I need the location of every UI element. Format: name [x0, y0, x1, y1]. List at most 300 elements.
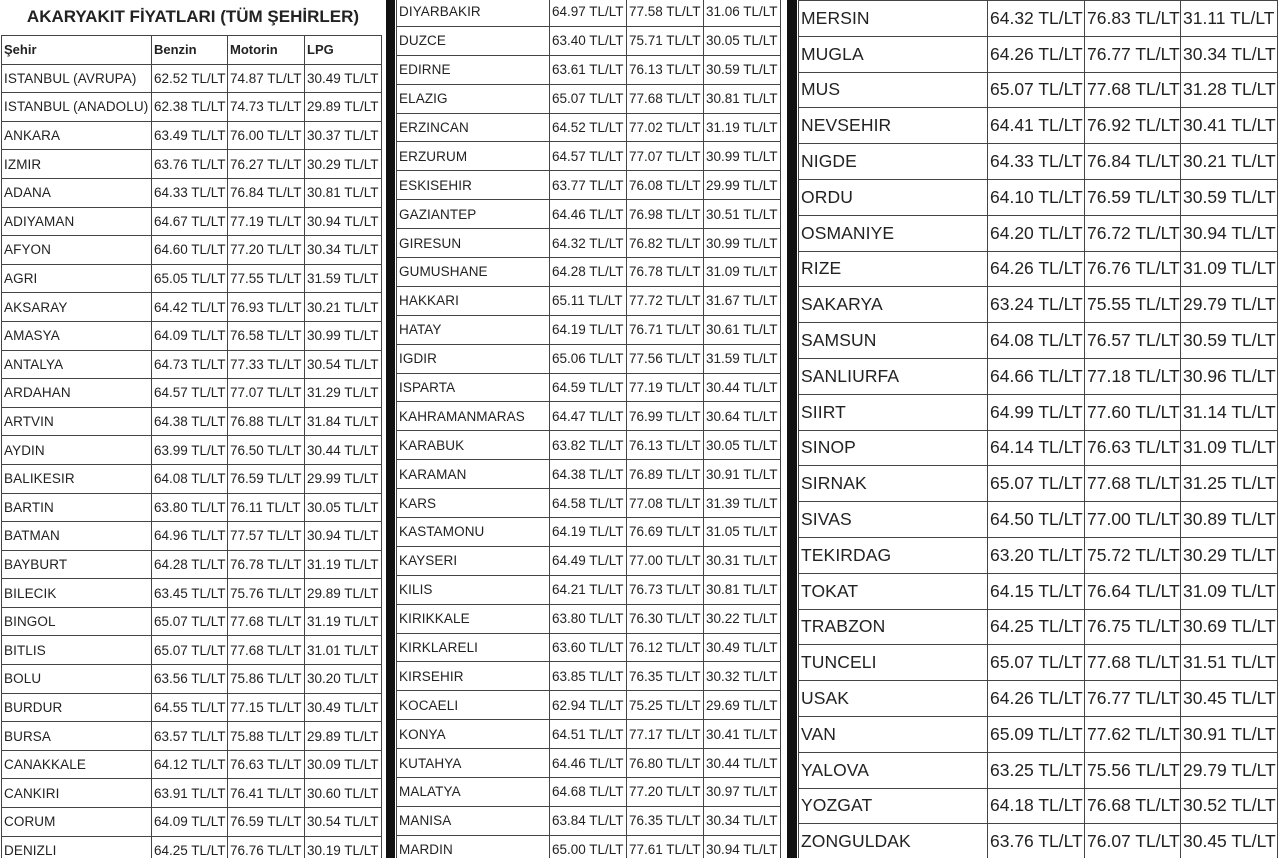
table-row: [397, 835, 781, 858]
city-cell: GIRESUN: [397, 229, 550, 258]
lpg-cell: 30.45 TL/LT: [1181, 681, 1278, 717]
benzin-cell: 64.66 TL/LT: [988, 358, 1085, 394]
motorin-cell: 77.19 TL/LT: [627, 373, 704, 402]
lpg-cell: 30.81 TL/LT: [704, 575, 781, 604]
city-cell: GAZIANTEP: [397, 200, 550, 229]
benzin-cell: 64.09 TL/LT: [152, 321, 228, 350]
lpg-cell: 30.54 TL/LT: [305, 350, 382, 379]
table-row: [397, 633, 781, 662]
table-row: [397, 691, 781, 720]
city-cell: BAYBURT: [2, 550, 152, 579]
table-row: [799, 824, 1278, 858]
city-cell: ORDU: [799, 179, 988, 215]
motorin-cell: 77.68 TL/LT: [228, 607, 305, 636]
lpg-cell: 29.69 TL/LT: [704, 691, 781, 720]
city-cell: ESKISEHIR: [397, 171, 550, 200]
city-cell: CANAKKALE: [2, 750, 152, 779]
motorin-cell: 76.50 TL/LT: [228, 436, 305, 465]
benzin-cell: 63.57 TL/LT: [152, 722, 228, 751]
lpg-cell: 31.14 TL/LT: [1181, 394, 1278, 430]
motorin-cell: 74.87 TL/LT: [228, 64, 305, 93]
table-row: [2, 121, 382, 150]
price-table-2: [396, 0, 781, 858]
city-cell: AKSARAY: [2, 293, 152, 322]
city-cell: SAKARYA: [799, 287, 988, 323]
city-cell: TOKAT: [799, 573, 988, 609]
table-row: [2, 836, 382, 858]
city-cell: KIRIKKALE: [397, 604, 550, 633]
lpg-cell: 31.51 TL/LT: [1181, 645, 1278, 681]
benzin-cell: 65.07 TL/LT: [152, 607, 228, 636]
motorin-cell: 77.72 TL/LT: [627, 286, 704, 315]
benzin-cell: 65.00 TL/LT: [550, 835, 627, 858]
city-cell: TEKIRDAG: [799, 537, 988, 573]
motorin-cell: 75.71 TL/LT: [627, 26, 704, 55]
motorin-cell: 76.59 TL/LT: [228, 464, 305, 493]
table-row: [397, 55, 781, 84]
city-cell: BURSA: [2, 722, 152, 751]
table-row: [2, 665, 382, 694]
motorin-cell: 76.35 TL/LT: [627, 662, 704, 691]
benzin-cell: 64.12 TL/LT: [152, 750, 228, 779]
city-cell: KOCAELI: [397, 691, 550, 720]
motorin-cell: 76.98 TL/LT: [627, 200, 704, 229]
city-cell: AYDIN: [2, 436, 152, 465]
benzin-cell: 63.76 TL/LT: [152, 150, 228, 179]
lpg-cell: 30.59 TL/LT: [1181, 323, 1278, 359]
motorin-cell: 76.63 TL/LT: [228, 750, 305, 779]
lpg-cell: 29.79 TL/LT: [1181, 752, 1278, 788]
table-row: [397, 604, 781, 633]
benzin-cell: 63.99 TL/LT: [152, 436, 228, 465]
lpg-cell: 30.34 TL/LT: [704, 806, 781, 835]
motorin-cell: 76.78 TL/LT: [627, 258, 704, 287]
city-cell: HATAY: [397, 315, 550, 344]
city-cell: MUS: [799, 72, 988, 108]
lpg-cell: 31.67 TL/LT: [704, 286, 781, 315]
city-cell: MERSIN: [799, 1, 988, 37]
lpg-cell: 30.97 TL/LT: [704, 778, 781, 807]
benzin-cell: 64.33 TL/LT: [988, 144, 1085, 180]
table-row: [2, 750, 382, 779]
lpg-cell: 29.89 TL/LT: [305, 93, 382, 122]
benzin-cell: 64.19 TL/LT: [550, 315, 627, 344]
table-row: [2, 436, 382, 465]
lpg-cell: 31.01 TL/LT: [305, 636, 382, 665]
header-motorin: Motorin: [228, 36, 305, 65]
motorin-cell: 75.55 TL/LT: [1085, 287, 1181, 323]
lpg-cell: 31.19 TL/LT: [305, 550, 382, 579]
benzin-cell: 64.19 TL/LT: [550, 518, 627, 547]
motorin-cell: 77.62 TL/LT: [1085, 716, 1181, 752]
table-row: [2, 550, 382, 579]
city-cell: MARDIN: [397, 835, 550, 858]
benzin-cell: 64.26 TL/LT: [988, 681, 1085, 717]
city-cell: YALOVA: [799, 752, 988, 788]
benzin-cell: 64.55 TL/LT: [152, 693, 228, 722]
benzin-cell: 63.56 TL/LT: [152, 665, 228, 694]
table-row: [799, 716, 1278, 752]
benzin-cell: 64.14 TL/LT: [988, 430, 1085, 466]
benzin-cell: 64.42 TL/LT: [152, 293, 228, 322]
table-row: [2, 321, 382, 350]
city-cell: KAHRAMANMARAS: [397, 402, 550, 431]
table-row: [397, 806, 781, 835]
table-row: [799, 287, 1278, 323]
motorin-cell: 77.55 TL/LT: [228, 264, 305, 293]
benzin-cell: 65.07 TL/LT: [988, 645, 1085, 681]
table-row: [2, 636, 382, 665]
motorin-cell: 76.78 TL/LT: [228, 550, 305, 579]
benzin-cell: 64.20 TL/LT: [988, 215, 1085, 251]
lpg-cell: 31.09 TL/LT: [1181, 573, 1278, 609]
city-cell: ISTANBUL (ANADOLU): [2, 93, 152, 122]
lpg-cell: 30.44 TL/LT: [704, 373, 781, 402]
lpg-cell: 29.79 TL/LT: [1181, 287, 1278, 323]
city-cell: BURDUR: [2, 693, 152, 722]
benzin-cell: 63.40 TL/LT: [550, 26, 627, 55]
lpg-cell: 30.49 TL/LT: [305, 693, 382, 722]
table-row: [397, 431, 781, 460]
benzin-cell: 65.09 TL/LT: [988, 716, 1085, 752]
city-cell: SIRNAK: [799, 466, 988, 502]
benzin-cell: 64.26 TL/LT: [988, 251, 1085, 287]
city-cell: DENIZLI: [2, 836, 152, 858]
city-cell: SANLIURFA: [799, 358, 988, 394]
lpg-cell: 31.25 TL/LT: [1181, 466, 1278, 502]
lpg-cell: 31.11 TL/LT: [1181, 1, 1278, 37]
city-cell: ERZURUM: [397, 142, 550, 171]
lpg-cell: 31.09 TL/LT: [704, 258, 781, 287]
lpg-cell: 31.05 TL/LT: [704, 518, 781, 547]
benzin-cell: 64.46 TL/LT: [550, 200, 627, 229]
motorin-cell: 76.59 TL/LT: [1085, 179, 1181, 215]
benzin-cell: 63.24 TL/LT: [988, 287, 1085, 323]
motorin-cell: 75.86 TL/LT: [228, 665, 305, 694]
lpg-cell: 30.44 TL/LT: [305, 436, 382, 465]
motorin-cell: 77.68 TL/LT: [1085, 466, 1181, 502]
table-row: [397, 749, 781, 778]
motorin-cell: 77.08 TL/LT: [627, 489, 704, 518]
lpg-cell: 30.49 TL/LT: [704, 633, 781, 662]
motorin-cell: 77.18 TL/LT: [1085, 358, 1181, 394]
benzin-cell: 64.28 TL/LT: [550, 258, 627, 287]
motorin-cell: 76.72 TL/LT: [1085, 215, 1181, 251]
benzin-cell: 64.99 TL/LT: [988, 394, 1085, 430]
benzin-cell: 62.52 TL/LT: [152, 64, 228, 93]
city-cell: MUGLA: [799, 36, 988, 72]
lpg-cell: 31.28 TL/LT: [1181, 72, 1278, 108]
table-body-2: [397, 0, 781, 858]
city-cell: KIRSEHIR: [397, 662, 550, 691]
motorin-cell: 76.58 TL/LT: [228, 321, 305, 350]
city-cell: MANISA: [397, 806, 550, 835]
motorin-cell: 77.58 TL/LT: [627, 0, 704, 26]
motorin-cell: 76.07 TL/LT: [1085, 824, 1181, 858]
city-cell: KIRKLARELI: [397, 633, 550, 662]
city-cell: KUTAHYA: [397, 749, 550, 778]
lpg-cell: 30.91 TL/LT: [1181, 716, 1278, 752]
table-row: [397, 778, 781, 807]
benzin-cell: 64.49 TL/LT: [550, 546, 627, 575]
motorin-cell: 77.68 TL/LT: [1085, 645, 1181, 681]
lpg-cell: 30.22 TL/LT: [704, 604, 781, 633]
lpg-cell: 30.19 TL/LT: [305, 836, 382, 858]
lpg-cell: 30.29 TL/LT: [1181, 537, 1278, 573]
lpg-cell: 30.31 TL/LT: [704, 546, 781, 575]
motorin-cell: 76.77 TL/LT: [1085, 36, 1181, 72]
city-cell: AMASYA: [2, 321, 152, 350]
table-row: [799, 1, 1278, 37]
benzin-cell: 65.07 TL/LT: [988, 72, 1085, 108]
motorin-cell: 76.89 TL/LT: [627, 460, 704, 489]
benzin-cell: 63.60 TL/LT: [550, 633, 627, 662]
table-row: [397, 460, 781, 489]
table-row: [397, 113, 781, 142]
city-cell: ADIYAMAN: [2, 207, 152, 236]
lpg-cell: 30.21 TL/LT: [305, 293, 382, 322]
lpg-cell: 30.89 TL/LT: [1181, 502, 1278, 538]
city-cell: BINGOL: [2, 607, 152, 636]
table-row: [397, 344, 781, 373]
motorin-cell: 76.13 TL/LT: [627, 431, 704, 460]
benzin-cell: 64.08 TL/LT: [152, 464, 228, 493]
benzin-cell: 65.07 TL/LT: [988, 466, 1085, 502]
motorin-cell: 77.20 TL/LT: [228, 236, 305, 265]
table-row: [2, 150, 382, 179]
lpg-cell: 30.37 TL/LT: [305, 121, 382, 150]
table-row: [397, 662, 781, 691]
price-panel-3: [797, 0, 1280, 858]
city-cell: GUMUSHANE: [397, 258, 550, 287]
motorin-cell: 75.56 TL/LT: [1085, 752, 1181, 788]
motorin-cell: 76.77 TL/LT: [1085, 681, 1181, 717]
motorin-cell: 76.84 TL/LT: [1085, 144, 1181, 180]
lpg-cell: 30.41 TL/LT: [1181, 108, 1278, 144]
benzin-cell: 63.91 TL/LT: [152, 779, 228, 808]
benzin-cell: 64.58 TL/LT: [550, 489, 627, 518]
table-row: [397, 575, 781, 604]
lpg-cell: 30.05 TL/LT: [704, 26, 781, 55]
lpg-cell: 31.29 TL/LT: [305, 379, 382, 408]
motorin-cell: 76.11 TL/LT: [228, 493, 305, 522]
motorin-cell: 75.88 TL/LT: [228, 722, 305, 751]
city-cell: YOZGAT: [799, 788, 988, 824]
city-cell: BITLIS: [2, 636, 152, 665]
benzin-cell: 64.46 TL/LT: [550, 749, 627, 778]
table-row: [397, 315, 781, 344]
lpg-cell: 31.59 TL/LT: [305, 264, 382, 293]
city-cell: TUNCELI: [799, 645, 988, 681]
lpg-cell: 30.49 TL/LT: [305, 64, 382, 93]
benzin-cell: 62.38 TL/LT: [152, 93, 228, 122]
lpg-cell: 30.59 TL/LT: [1181, 179, 1278, 215]
motorin-cell: 76.99 TL/LT: [627, 402, 704, 431]
lpg-cell: 31.84 TL/LT: [305, 407, 382, 436]
benzin-cell: 64.38 TL/LT: [152, 407, 228, 436]
lpg-cell: 29.99 TL/LT: [305, 464, 382, 493]
benzin-cell: 65.07 TL/LT: [152, 636, 228, 665]
city-cell: ANKARA: [2, 121, 152, 150]
table-row: [2, 722, 382, 751]
motorin-cell: 76.63 TL/LT: [1085, 430, 1181, 466]
city-cell: HAKKARI: [397, 286, 550, 315]
motorin-cell: 76.80 TL/LT: [627, 749, 704, 778]
city-cell: KILIS: [397, 575, 550, 604]
lpg-cell: 30.45 TL/LT: [1181, 824, 1278, 858]
benzin-cell: 64.25 TL/LT: [988, 609, 1085, 645]
lpg-cell: 30.09 TL/LT: [305, 750, 382, 779]
benzin-cell: 64.32 TL/LT: [988, 1, 1085, 37]
benzin-cell: 64.68 TL/LT: [550, 778, 627, 807]
lpg-cell: 30.64 TL/LT: [704, 402, 781, 431]
city-cell: ARTVIN: [2, 407, 152, 436]
city-cell: ISPARTA: [397, 373, 550, 402]
table-row: [397, 26, 781, 55]
motorin-cell: 75.72 TL/LT: [1085, 537, 1181, 573]
lpg-cell: 29.89 TL/LT: [305, 579, 382, 608]
price-table-1: [1, 35, 382, 858]
lpg-cell: 30.05 TL/LT: [704, 431, 781, 460]
motorin-cell: 76.73 TL/LT: [627, 575, 704, 604]
table-row: [397, 518, 781, 547]
lpg-cell: 29.99 TL/LT: [704, 171, 781, 200]
motorin-cell: 77.20 TL/LT: [627, 778, 704, 807]
lpg-cell: 30.69 TL/LT: [1181, 609, 1278, 645]
header-lpg: LPG: [305, 36, 382, 65]
benzin-cell: 63.80 TL/LT: [152, 493, 228, 522]
benzin-cell: 64.32 TL/LT: [550, 229, 627, 258]
lpg-cell: 30.94 TL/LT: [305, 522, 382, 551]
lpg-cell: 30.34 TL/LT: [1181, 36, 1278, 72]
table-row: [2, 178, 382, 207]
city-cell: SIIRT: [799, 394, 988, 430]
benzin-cell: 64.51 TL/LT: [550, 720, 627, 749]
table-row: [2, 607, 382, 636]
city-cell: DUZCE: [397, 26, 550, 55]
city-cell: BARTIN: [2, 493, 152, 522]
motorin-cell: 77.17 TL/LT: [627, 720, 704, 749]
benzin-cell: 64.41 TL/LT: [988, 108, 1085, 144]
table-row: [2, 236, 382, 265]
table-row: [799, 466, 1278, 502]
benzin-cell: 64.57 TL/LT: [550, 142, 627, 171]
table-row: [2, 264, 382, 293]
table-row: [799, 752, 1278, 788]
motorin-cell: 77.56 TL/LT: [627, 344, 704, 373]
city-cell: DIYARBAKIR: [397, 0, 550, 26]
table-row: [397, 200, 781, 229]
lpg-cell: 30.94 TL/LT: [704, 835, 781, 858]
table-row: [397, 402, 781, 431]
benzin-cell: 65.06 TL/LT: [550, 344, 627, 373]
table-row: [397, 142, 781, 171]
benzin-cell: 64.28 TL/LT: [152, 550, 228, 579]
benzin-cell: 64.67 TL/LT: [152, 207, 228, 236]
benzin-cell: 64.21 TL/LT: [550, 575, 627, 604]
city-cell: ANTALYA: [2, 350, 152, 379]
table-row: [2, 350, 382, 379]
table-row: [799, 72, 1278, 108]
motorin-cell: 77.15 TL/LT: [228, 693, 305, 722]
motorin-cell: 77.02 TL/LT: [627, 113, 704, 142]
lpg-cell: 30.99 TL/LT: [305, 321, 382, 350]
table-body-1: [2, 64, 382, 858]
lpg-cell: 30.94 TL/LT: [1181, 215, 1278, 251]
city-cell: VAN: [799, 716, 988, 752]
motorin-cell: 76.08 TL/LT: [627, 171, 704, 200]
table-row: [397, 489, 781, 518]
motorin-cell: 76.88 TL/LT: [228, 407, 305, 436]
motorin-cell: 76.57 TL/LT: [1085, 323, 1181, 359]
lpg-cell: 31.09 TL/LT: [1181, 251, 1278, 287]
benzin-cell: 64.60 TL/LT: [152, 236, 228, 265]
benzin-cell: 64.25 TL/LT: [152, 836, 228, 858]
city-cell: CORUM: [2, 808, 152, 837]
benzin-cell: 63.76 TL/LT: [988, 824, 1085, 858]
table-row: [799, 358, 1278, 394]
benzin-cell: 64.10 TL/LT: [988, 179, 1085, 215]
table-row: [397, 0, 781, 26]
benzin-cell: 64.38 TL/LT: [550, 460, 627, 489]
price-table-3: [798, 0, 1278, 858]
table-row: [799, 36, 1278, 72]
benzin-cell: 64.15 TL/LT: [988, 573, 1085, 609]
lpg-cell: 30.29 TL/LT: [305, 150, 382, 179]
city-cell: EDIRNE: [397, 55, 550, 84]
benzin-cell: 65.05 TL/LT: [152, 264, 228, 293]
motorin-cell: 75.25 TL/LT: [627, 691, 704, 720]
motorin-cell: 76.12 TL/LT: [627, 633, 704, 662]
table-row: [2, 293, 382, 322]
lpg-cell: 30.05 TL/LT: [305, 493, 382, 522]
table-row: [799, 681, 1278, 717]
table-row: [2, 407, 382, 436]
city-cell: BALIKESIR: [2, 464, 152, 493]
lpg-cell: 30.34 TL/LT: [305, 236, 382, 265]
benzin-cell: 63.85 TL/LT: [550, 662, 627, 691]
benzin-cell: 64.52 TL/LT: [550, 113, 627, 142]
lpg-cell: 30.99 TL/LT: [704, 142, 781, 171]
benzin-cell: 63.49 TL/LT: [152, 121, 228, 150]
motorin-cell: 77.68 TL/LT: [627, 84, 704, 113]
lpg-cell: 31.19 TL/LT: [704, 113, 781, 142]
motorin-cell: 76.13 TL/LT: [627, 55, 704, 84]
motorin-cell: 76.76 TL/LT: [1085, 251, 1181, 287]
lpg-cell: 30.20 TL/LT: [305, 665, 382, 694]
table-row: [799, 502, 1278, 538]
price-panel-2: [395, 0, 787, 858]
benzin-cell: 63.77 TL/LT: [550, 171, 627, 200]
city-cell: ERZINCAN: [397, 113, 550, 142]
lpg-cell: 30.54 TL/LT: [305, 808, 382, 837]
city-cell: MALATYA: [397, 778, 550, 807]
price-panel-1: [0, 0, 386, 858]
table-row: [2, 493, 382, 522]
motorin-cell: 74.73 TL/LT: [228, 93, 305, 122]
motorin-cell: 77.68 TL/LT: [1085, 72, 1181, 108]
table-row: [397, 546, 781, 575]
lpg-cell: 30.32 TL/LT: [704, 662, 781, 691]
city-cell: RIZE: [799, 251, 988, 287]
motorin-cell: 76.93 TL/LT: [228, 293, 305, 322]
table-row: [799, 394, 1278, 430]
city-cell: KONYA: [397, 720, 550, 749]
motorin-cell: 77.00 TL/LT: [627, 546, 704, 575]
city-cell: ELAZIG: [397, 84, 550, 113]
city-cell: OSMANIYE: [799, 215, 988, 251]
table-row: [397, 258, 781, 287]
